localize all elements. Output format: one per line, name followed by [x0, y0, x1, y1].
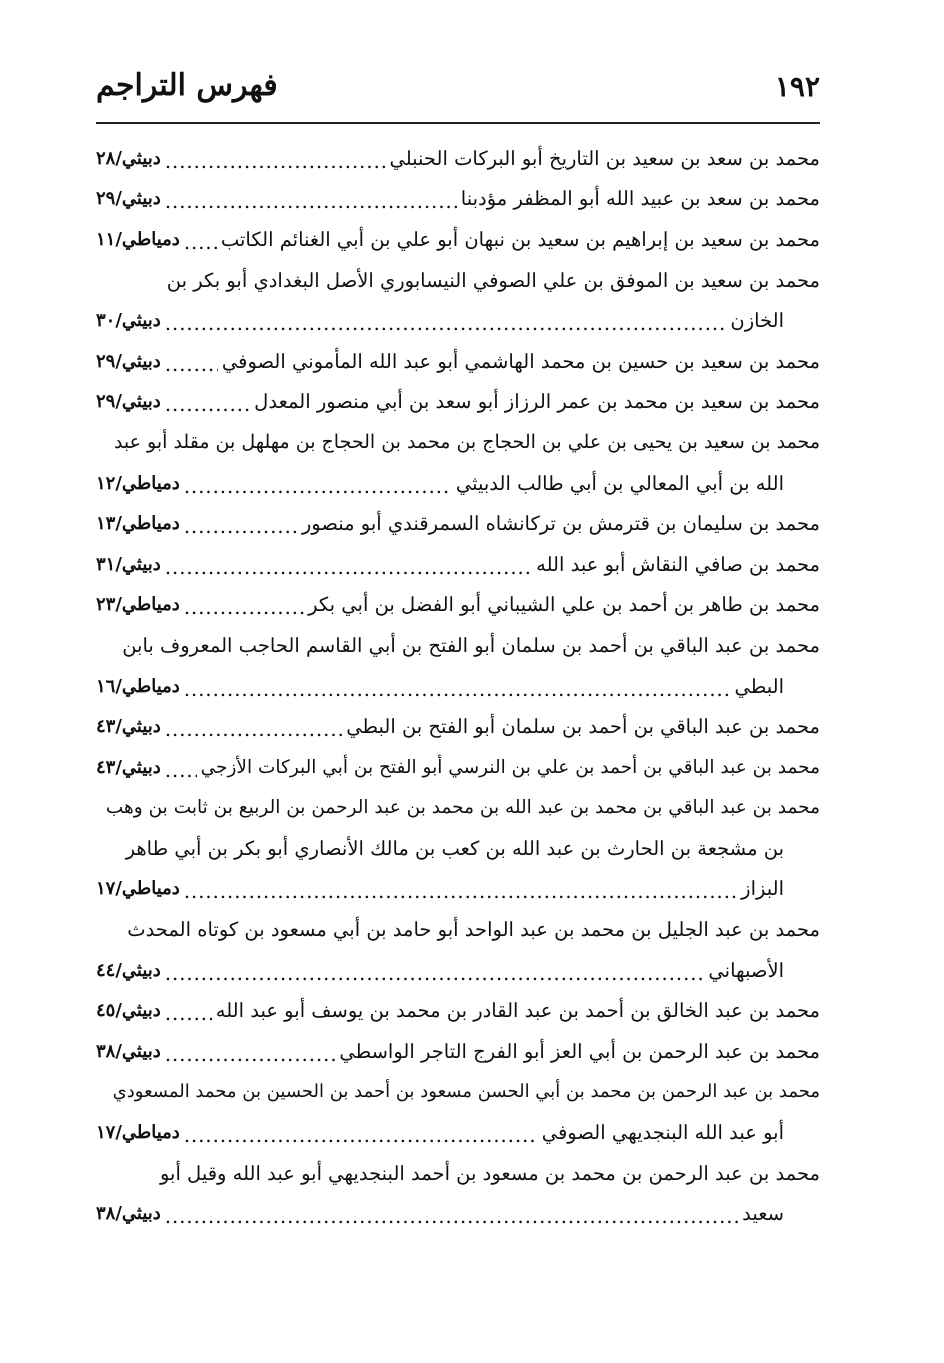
- entry-reference: دمياطي/١٧: [96, 878, 180, 900]
- entry-continuation-line: [96, 1112, 820, 1153]
- entry-text: محمد بن سعيد بن يحيى بن علي بن الحجاج بن محمد بن الحجاج بن مهلهل بن مقلد أبو عبد: [113, 431, 820, 454]
- index-entry: [96, 544, 820, 585]
- entry-text: محمد بن سعيد بن حسين بن محمد الهاشمي أبو عبد الله المأموني الصوفي: [221, 349, 820, 373]
- dot-leader: [184, 515, 298, 538]
- entry-text: محمد بن عبد الخالق بن أحمد بن عبد القادر بن محمد بن يوسف أبو عبد الله: [215, 999, 820, 1023]
- entry-text: محمد بن سليمان بن قترمش بن تركانشاه السمرقندي أبو منصور: [301, 512, 820, 536]
- index-entry: [96, 1072, 820, 1153]
- index-entry: [96, 382, 820, 423]
- index-entry: [96, 341, 820, 382]
- entry-reference: دبيثي/٣٠: [96, 310, 161, 332]
- entry-line: [96, 1072, 820, 1113]
- dot-leader: [165, 1043, 336, 1066]
- entry-line: [96, 706, 820, 747]
- entry-continuation-line: [96, 869, 820, 910]
- entry-text: محمد بن سعد بن عبيد الله أبو المظفر مؤدبنا: [460, 187, 820, 211]
- entry-line: [96, 341, 820, 382]
- entry-text: محمد بن طاهر بن أحمد بن علي الشيباني أبو الفضل بن أبي بكر: [308, 593, 820, 617]
- dot-leader: [184, 880, 737, 903]
- index-entry: [96, 788, 820, 910]
- entry-text: محمد بن عبد الباقي بن أحمد بن سلمان أبو الفتح بن أبي القاسم الحاجب المعروف بابن: [122, 633, 820, 657]
- entry-continuation-line: [96, 300, 820, 341]
- entry-text: البزاز: [741, 877, 784, 901]
- entry-line: [96, 909, 820, 950]
- entry-text: محمد بن سعد بن سعيد بن التاريخ أبو البركات الحنبلي: [389, 146, 820, 170]
- dot-leader: [184, 231, 217, 254]
- entry-text: بن مشجعة بن الحارث بن عبد الله بن كعب بن مالك الأنصاري أبو بكر بن أبي طاهر: [125, 836, 784, 860]
- entry-text: الخازن: [730, 309, 784, 333]
- entry-text: محمد بن سعيد بن إبراهيم بن سعيد بن نبهان أبو علي بن أبي الغنائم الكاتب: [220, 227, 820, 251]
- dot-leader: [184, 678, 731, 701]
- entry-text: أبو عبد الله البنجديهي الصوفي: [541, 1121, 784, 1145]
- entry-line: [96, 625, 820, 666]
- index-entry: [96, 260, 820, 341]
- index-entry: [96, 138, 820, 179]
- entry-line: [96, 747, 820, 788]
- index-entry: [96, 706, 820, 747]
- entry-text: محمد بن عبد الباقي بن محمد بن عبد الله بن محمد بن عبد الرحمن بن الربيع بن ثابت بن وهب: [105, 797, 820, 819]
- page-header: [96, 62, 820, 120]
- dot-leader: [165, 353, 218, 376]
- entry-text: سعيد: [742, 1202, 784, 1226]
- entry-reference: دبيثي/٢٨: [96, 147, 161, 169]
- index-entry: [96, 585, 820, 626]
- entry-line: [96, 788, 820, 829]
- entry-text: الأصبهاني: [708, 958, 784, 982]
- entry-reference: دبيثي/٣٨: [96, 1203, 161, 1225]
- entry-line: [96, 138, 820, 179]
- entry-text: محمد بن عبد الرحمن بن محمد بن أبي الحسن مسعود بن أحمد بن الحسين بن محمد المسعودي: [112, 1081, 820, 1103]
- dot-leader: [165, 190, 457, 213]
- entry-text: محمد بن عبد الباقي بن أحمد بن علي بن النرسي أبو الفتح بن أبي البركات الأزجي: [200, 756, 820, 778]
- entry-line: [96, 585, 820, 626]
- entry-line: [96, 382, 820, 423]
- dot-leader: [165, 393, 250, 416]
- page-title: فهرس التراجم: [96, 68, 278, 103]
- entry-text: محمد بن عبد الرحمن بن أبي العز أبو الفرج التاجر الواسطي: [339, 1039, 820, 1063]
- entry-reference: دبيثي/٤٣: [96, 756, 161, 778]
- entry-reference: دبيثي/٣١: [96, 553, 161, 575]
- entry-reference: دبيثي/٣٨: [96, 1040, 161, 1062]
- entry-line: [96, 544, 820, 585]
- entry-line: [96, 1153, 820, 1194]
- dot-leader: [165, 759, 197, 782]
- dot-leader: [184, 596, 304, 619]
- index-entry: [96, 747, 820, 788]
- entry-line: [96, 219, 820, 260]
- entry-line: [96, 422, 820, 463]
- entry-line: [96, 990, 820, 1031]
- entry-reference: دبيثي/٤٣: [96, 716, 161, 738]
- dot-leader: [184, 1124, 538, 1147]
- entry-line: [96, 260, 820, 301]
- entry-continuation-line: [96, 666, 820, 707]
- entry-reference: دبيثي/٤٥: [96, 1000, 161, 1022]
- entry-text: محمد بن عبد الباقي بن أحمد بن سلمان أبو الفتح بن البطي: [346, 715, 820, 739]
- entry-line: [96, 179, 820, 220]
- entry-continuation-line: [96, 950, 820, 991]
- entry-continuation-line: [96, 463, 820, 504]
- index-entry: [96, 1153, 820, 1234]
- index-entry: [96, 909, 820, 990]
- dot-leader: [165, 718, 342, 741]
- index-entry: [96, 625, 820, 706]
- entry-reference: دبيثي/٢٩: [96, 188, 161, 210]
- entry-text: محمد بن صافي النقاش أبو عبد الله: [536, 552, 820, 576]
- entry-line: [96, 1031, 820, 1072]
- entry-reference: دمياطي/١١: [96, 228, 180, 250]
- entry-line: [96, 503, 820, 544]
- index-entries: [96, 138, 820, 1234]
- dot-leader: [165, 556, 532, 579]
- entry-text: محمد بن سعيد بن الموفق بن علي الصوفي النيسابوري الأصل البغدادي أبو بكر بن: [166, 268, 820, 292]
- entry-reference: دبيثي/٤٤: [96, 959, 161, 981]
- entry-continuation-line: [96, 828, 820, 869]
- entry-text: محمد بن عبد الرحمن بن محمد بن مسعود بن أحمد البنجديهي أبو عبد الله وقيل أبو: [159, 1161, 820, 1185]
- entry-text: الله بن أبي المعالي بن أبي طالب الدبيثي: [455, 471, 784, 495]
- entry-reference: دبيثي/٢٩: [96, 350, 161, 372]
- dot-leader: [165, 1205, 738, 1228]
- header-rule: [96, 122, 820, 124]
- index-entry: [96, 1031, 820, 1072]
- entry-reference: دمياطي/١٧: [96, 1122, 180, 1144]
- entry-reference: دمياطي/١٦: [96, 675, 180, 697]
- entry-text: البطي: [734, 674, 784, 698]
- entry-text: محمد بن عبد الجليل بن محمد بن عبد الواحد أبو حامد بن أبي مسعود بن كوتاه المحدث: [127, 918, 820, 942]
- entry-reference: دمياطي/٢٣: [96, 594, 180, 616]
- dot-leader: [165, 150, 386, 173]
- page-number: ١٩٢: [774, 70, 820, 103]
- index-entry: [96, 990, 820, 1031]
- index-entry: [96, 179, 820, 220]
- dot-leader: [165, 312, 727, 335]
- dot-leader: [165, 962, 705, 985]
- index-entry: [96, 422, 820, 503]
- index-entry: [96, 503, 820, 544]
- entry-reference: دمياطي/١٣: [96, 513, 180, 535]
- entry-continuation-line: [96, 1193, 820, 1234]
- dot-leader: [184, 475, 452, 498]
- dot-leader: [165, 1002, 212, 1025]
- entry-text: محمد بن سعيد بن محمد بن عمر الرزاز أبو سعد بن أبي منصور المعدل: [254, 390, 820, 414]
- entry-reference: دمياطي/١٢: [96, 472, 180, 494]
- index-entry: [96, 219, 820, 260]
- entry-reference: دبيثي/٢٩: [96, 391, 161, 413]
